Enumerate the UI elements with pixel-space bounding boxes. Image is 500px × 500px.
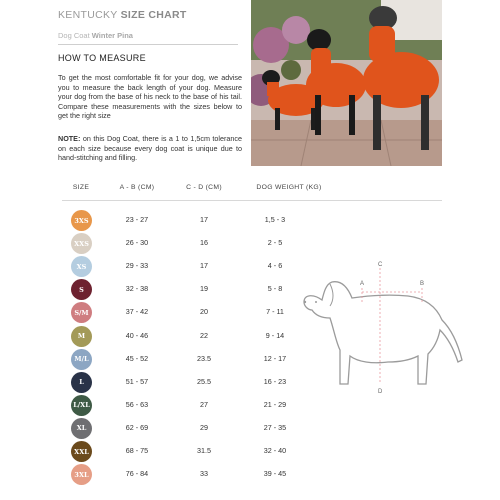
cell-ab: 62 - 69 xyxy=(125,422,149,432)
size-badge: XS xyxy=(71,256,92,277)
table-row xyxy=(0,441,500,461)
size-badge: 3XL xyxy=(71,464,92,485)
note-label: NOTE: xyxy=(58,134,81,143)
size-badge: L/XL xyxy=(71,395,92,416)
cell-ab: 29 - 33 xyxy=(125,261,149,271)
cell-cd: 29 xyxy=(200,422,208,432)
chart-title-label: SIZE CHART xyxy=(120,9,187,21)
cell-cd: 27 xyxy=(200,399,208,409)
size-badge: L xyxy=(71,372,92,393)
size-badge: S xyxy=(71,279,92,300)
cell-ab: 68 - 75 xyxy=(125,446,149,455)
cell-weight: 4 - 6 xyxy=(267,261,283,271)
cell-cd: 19 xyxy=(200,284,208,294)
table-header-rule xyxy=(62,200,442,201)
cell-ab: 56 - 63 xyxy=(125,399,149,409)
cell-ab: 76 - 84 xyxy=(125,469,149,479)
cell-cd: 20 xyxy=(200,307,208,317)
cell-ab: 51 - 57 xyxy=(125,376,149,386)
cell-cd: 31.5 xyxy=(197,446,211,455)
cell-cd: 23.5 xyxy=(197,353,211,363)
cell-ab: 23 - 27 xyxy=(125,215,149,224)
size-badge: S/M xyxy=(71,302,92,323)
size-badge: M xyxy=(71,326,92,347)
dogs-in-orange-coats-photo xyxy=(251,0,442,166)
cell-cd: 25.5 xyxy=(197,376,211,386)
cell-weight: 9 - 14 xyxy=(265,330,285,340)
cell-weight: 12 - 17 xyxy=(263,353,287,363)
chart-title-brand: KENTUCKY xyxy=(58,9,118,21)
size-badge: XXS xyxy=(71,233,92,254)
how-to-measure-title: HOW TO MEASURE xyxy=(58,53,146,63)
diagram-label-c: C xyxy=(378,262,383,268)
how-to-measure-text: To get the most comfortable fit for your dog, we advise you to measure the back length of your dog. Measure your dog from the base of his neck to the base of his tail. Compare these measurements with the sizes below to get the right size xyxy=(58,73,242,120)
cell-weight: 32 - 40 xyxy=(263,446,287,455)
size-badge: XXL xyxy=(71,441,92,462)
dog-measurement-diagram xyxy=(300,258,465,398)
header-size: SIZE xyxy=(72,184,90,191)
size-badge: 3XS xyxy=(71,210,92,231)
tolerance-note xyxy=(58,134,242,163)
cell-ab: 40 - 46 xyxy=(125,330,149,340)
cell-cd: 17 xyxy=(200,261,208,271)
cell-cd: 22 xyxy=(200,330,208,340)
cell-ab: 26 - 30 xyxy=(125,238,149,248)
cell-ab: 32 - 38 xyxy=(125,284,149,294)
cell-cd: 16 xyxy=(200,238,208,248)
header-cd: C - D (CM) xyxy=(186,184,222,191)
header-ab: A - B (CM) xyxy=(119,184,155,191)
cell-weight: 27 - 35 xyxy=(263,422,287,432)
diagram-label-b: B xyxy=(420,281,425,287)
size-table-header xyxy=(0,184,500,196)
cell-weight: 7 - 11 xyxy=(266,307,284,317)
note-text: on this Dog Coat, there is a 1 to 1,5cm tolerance on each size because every dog coat is unique due to hand-stitching and filling. xyxy=(58,134,242,162)
header-divider xyxy=(58,44,238,45)
cell-weight: 21 - 29 xyxy=(263,399,287,409)
chart-title xyxy=(58,9,187,21)
diagram-label-d: D xyxy=(378,389,383,395)
product-name xyxy=(58,31,133,40)
size-badge: M/L xyxy=(71,349,92,370)
cell-weight: 16 - 23 xyxy=(263,376,287,386)
table-row xyxy=(0,418,500,438)
cell-weight: 1,5 - 3 xyxy=(264,215,286,224)
cell-cd: 33 xyxy=(200,469,208,479)
size-badge: XL xyxy=(71,418,92,439)
table-row xyxy=(0,210,500,230)
product-model: Winter Pina xyxy=(91,31,133,40)
cell-weight: 2 - 5 xyxy=(267,238,283,248)
diagram-label-a: A xyxy=(360,281,365,287)
cell-ab: 37 - 42 xyxy=(125,307,149,317)
table-row xyxy=(0,464,500,484)
cell-weight: 39 - 45 xyxy=(263,469,287,479)
cell-ab: 45 - 52 xyxy=(125,353,149,363)
cell-weight: 5 - 8 xyxy=(267,284,283,294)
header-weight: DOG WEIGHT (KG) xyxy=(256,184,322,191)
cell-cd: 17 xyxy=(200,215,208,224)
product-type: Dog Coat xyxy=(58,31,90,40)
table-row xyxy=(0,233,500,253)
